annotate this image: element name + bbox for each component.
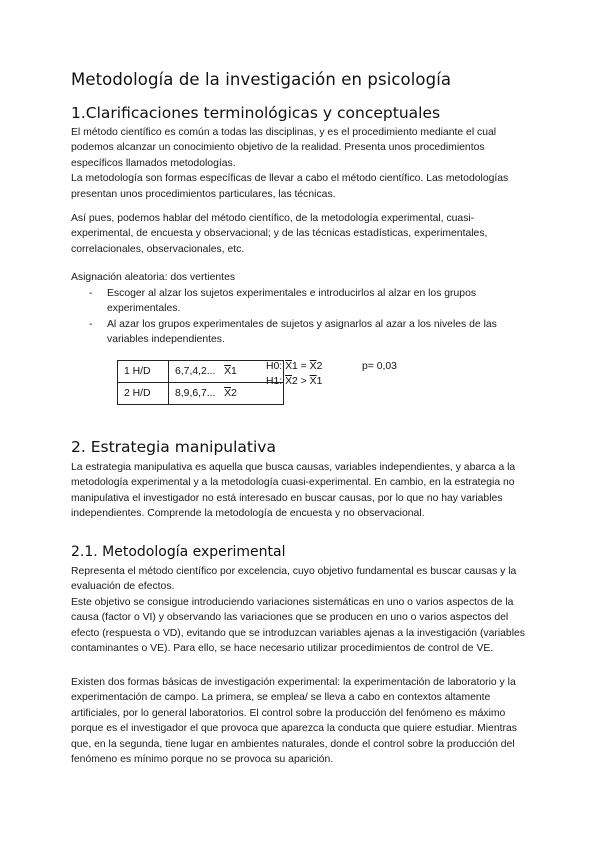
- document-title: Metodología de la investigación en psicología: [71, 70, 452, 89]
- list-item: [71, 317, 533, 348]
- operator: =: [297, 361, 310, 372]
- paragraph: La estrategia manipulativa es aquella que busca causas, variables independientes, y abarca a la metodología experimental y a la metodología cuasi-experimental. En cambio, en la estrategia no manipulativa el investigador no está interesado en buscar causas, por lo que no hay variables independientes. Comprende la metodología de encuesta y no observacional.: [71, 462, 516, 520]
- group-label-cell: 1 H/D: [118, 361, 169, 383]
- alternative-hypothesis: [266, 374, 322, 389]
- mean-index: 1: [231, 366, 237, 377]
- group-label-cell: 2 H/D: [118, 383, 169, 405]
- paragraph: El método científico es común a todas las disciplinas, y es el procedimiento mediante el cual podemos alcanzar un conocimiento objetivo de la realidad. Presenta unos procedimientos específicos llamados metodologías.: [71, 127, 497, 169]
- section-2-1-body: [71, 564, 533, 656]
- null-hypothesis: [266, 359, 322, 374]
- mean-index: 2: [292, 376, 298, 387]
- table-row: [118, 361, 284, 383]
- dash-bullet: -: [89, 318, 93, 330]
- h1-label: H1:: [266, 376, 286, 387]
- table-row: [118, 383, 284, 405]
- list-item-text: Escoger al alzar los sujetos experimentales e introducirlos al alzar en los grupos experimentales.: [107, 288, 477, 315]
- mean-symbol: $\overline{X}$: [285, 361, 292, 372]
- assignment-list: [71, 286, 533, 348]
- paragraph: Este objetivo se consigue introduciendo variaciones sistemáticas en uno o varios aspectos de la causa (factor o VI) y observando las variaciones que se producen en uno o varios aspectos del efecto (respuesta o VD), evitando que se introduzcan variables ajenas a la investigación (variables contaminantes o VE). Para ello, se hace necesario utilizar procedimientos de control de VE.: [71, 596, 525, 655]
- mean-symbol: $\overline{X}$: [224, 388, 232, 399]
- mean-index: 1: [316, 376, 323, 387]
- groups-table: [117, 360, 284, 405]
- section-1-body: [71, 125, 533, 202]
- p-value: p= 0,03: [362, 361, 397, 372]
- mean-index: 2: [316, 361, 323, 372]
- paragraph: Existen dos formas básicas de investigación experimental: la experimentación de laboratorio y la experimentación de campo. La primera, se emplea/ se lleva a cabo en contextos altamente artificiales, por lo general laboratorios. El control sobre la producción del fenómeno es máximo porque es el investigador el que provoca que aparezca la conducta que quiere estudiar. Mientras que, en la segunda, tiene lugar en ambientes naturales, donde el control sobre la producción del fenómeno es mínimo porque no se provoca su aparición.: [71, 677, 517, 766]
- paragraph: Representa el método científico por excelencia, cuyo objetivo fundamental es buscar causas y la evaluación de efectos.: [71, 566, 517, 593]
- h0-label: H0:: [266, 361, 286, 372]
- list-item-text: Al azar los grupos experimentales de sujetos y asignarlos al azar a los niveles de las variables independientes.: [107, 318, 497, 346]
- mean-symbol: $\overline{X}$: [309, 361, 317, 372]
- mean-symbol: $\overline{X}$: [285, 376, 292, 387]
- assignment-title: Asignación aleatoria: dos vertientes: [71, 272, 236, 283]
- section-2-heading: 2. Estrategia manipulativa: [71, 438, 276, 456]
- mean-index: 1: [292, 361, 298, 372]
- operator: >: [297, 376, 310, 387]
- mean-index: 2: [231, 388, 237, 399]
- paragraph: La metodología son formas específicas de llevar a cabo el método científico. Las metodologías presentan unos procedimientos particulares, las técnicas.: [71, 173, 509, 200]
- section-1-heading: 1.Clarificaciones terminológicas y conceptuales: [71, 104, 441, 122]
- paragraph: Así pues, podemos hablar del método científico, de la metodología experimental, cuasi-experimental, de encuesta y observacional; y de las técnicas estadísticas, experimentales, correlacionales, observacionales, etc.: [71, 213, 488, 255]
- group-values: 6,7,4,2...: [175, 366, 216, 377]
- mean-symbol: $\overline{X}$: [309, 376, 317, 387]
- mean-symbol: $\overline{X}$: [224, 366, 232, 377]
- list-item: [71, 286, 533, 317]
- dash-bullet: -: [89, 288, 93, 299]
- group-values: 8,9,6,7...: [175, 388, 216, 399]
- section-2-1-heading: 2.1. Metodología experimental: [71, 544, 286, 560]
